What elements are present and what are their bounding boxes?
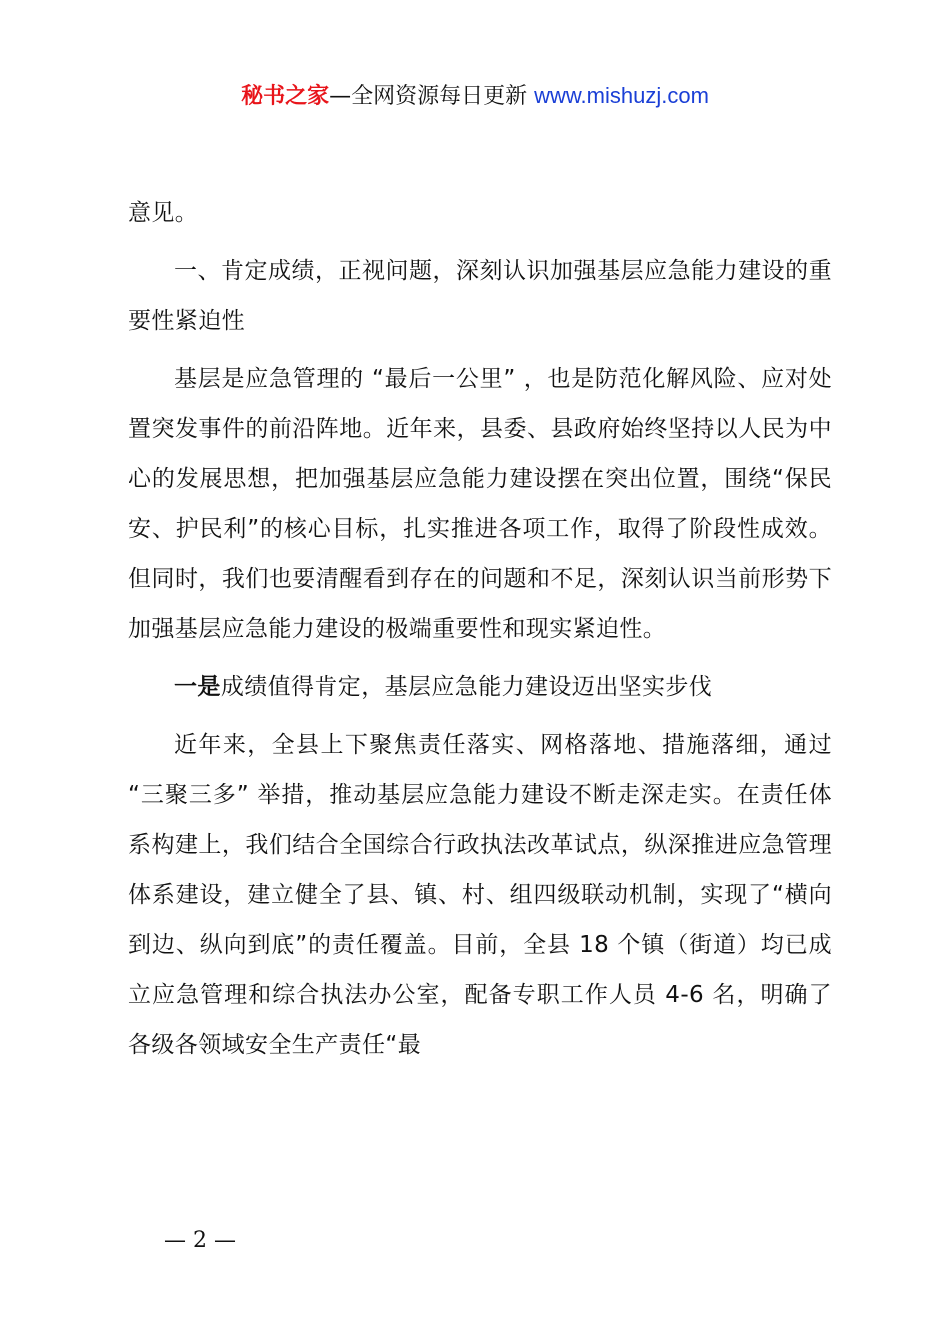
sub-heading-text: 成绩值得肯定，基层应急能力建设迈出坚实步伐 (220, 674, 713, 700)
banner-url[interactable]: www.mishuzj.com (534, 83, 709, 108)
paragraph-body: 基层是应急管理的 “最后一公里” ，也是防范化解风险、应对处置突发事件的前沿阵地。近年来，县委、县政府始终坚持以人民为中心的发展思想，把加强基层应急能力建设摆在突出位置，围绕“保民安、护民利”的核心目标，扎实推进各项工作，取得了阶段性成效。但同时，我们也要清醒看到存在的问题和不足，深刻认识当前形势下加强基层应急能力建设的极端重要性和现实紧迫性。 (128, 366, 832, 642)
site-banner (0, 80, 950, 113)
paragraph-opening: 意见。 (128, 200, 199, 226)
paragraph-body: 近年来，全县上下聚焦责任落实、网格落地、措施落细，通过 “三聚三多” 举措，推动基层应急能力建设不断走深走实。在责任体系构建上，我们结合全国综合行政执法改革试点，纵深推进应急管理体系建设，建立健全了县、镇、村、组四级联动机制，实现了“横向到边、纵向到底”的责任覆盖。目前，全县 18 个镇（街道）均已成立应急管理和综合执法办公室，配备专职工作人员 4-6 名，明确了各级各领域安全生产责任“最 (128, 732, 832, 1058)
brand-name: 秘书之家 (241, 84, 330, 109)
banner-tagline: —全网资源每日更新 (329, 84, 535, 109)
page-number: — 2 — (164, 1228, 236, 1253)
sub-heading-lead: 一是 (174, 674, 221, 700)
sub-heading (128, 662, 832, 712)
document-body (128, 188, 832, 1070)
section-heading: 一、肯定成绩，正视问题，深刻认识加强基层应急能力建设的重要性紧迫性 (128, 258, 832, 334)
